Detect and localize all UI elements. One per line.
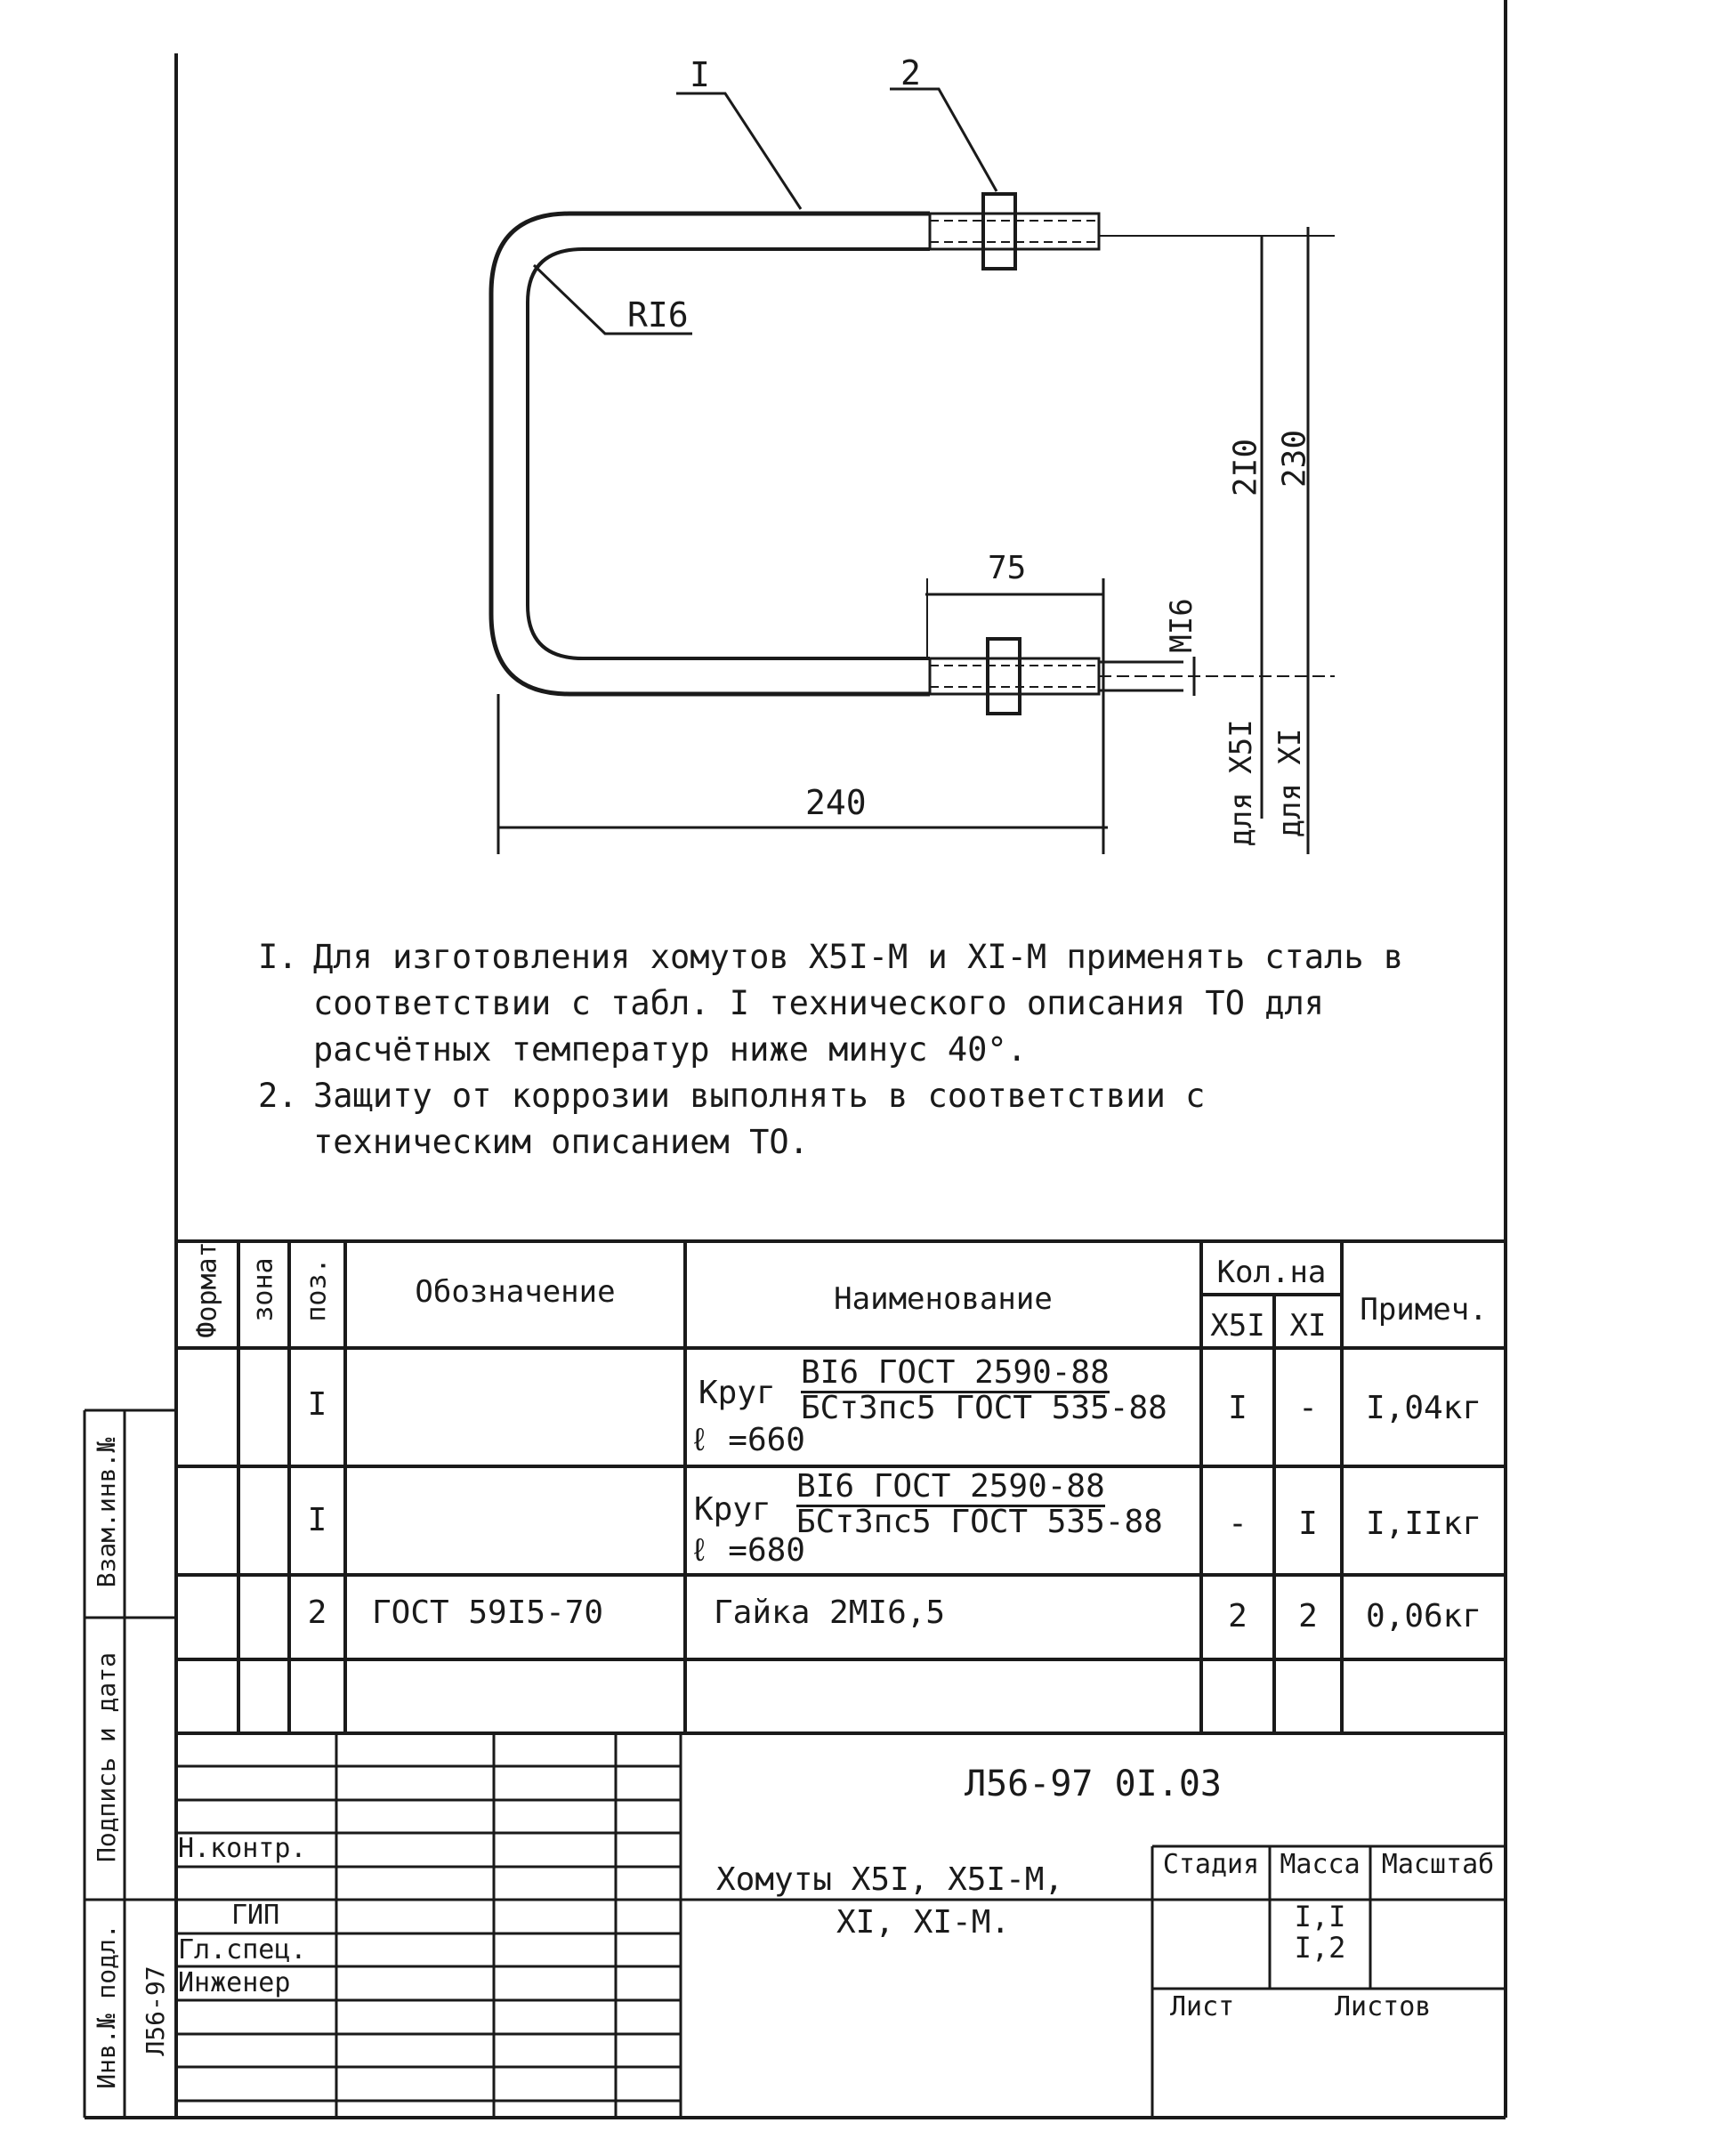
row2-note: I,IIкг	[1365, 1505, 1482, 1542]
mass-value-2: I,2	[1294, 1931, 1346, 1965]
label-for-x51: для X5I	[1223, 719, 1259, 847]
header-zone: зона	[247, 1257, 279, 1322]
header-qty-x1: XI	[1289, 1308, 1327, 1344]
header-pos: поз.	[301, 1257, 333, 1322]
row2-qty-x51: -	[1228, 1505, 1247, 1542]
row3-note: 0,06кг	[1365, 1598, 1482, 1635]
dim-label-240: 240	[805, 783, 867, 822]
u-bolt-inner	[528, 249, 930, 658]
header-qty: Кол.на	[1216, 1255, 1327, 1290]
note-number: 2.	[258, 1077, 298, 1115]
row3-name: Гайка 2MI6,5	[714, 1594, 946, 1631]
row2-name-bottom: БСт3пс5 ГОСТ 535-88	[796, 1504, 1163, 1540]
header-name: Наименование	[834, 1281, 1053, 1317]
margin-inv-orig: Инв.№ подл.	[92, 1924, 121, 2089]
note-text: Для изготовления хомутов X5I-M и XI-M применять сталь в соответствии с табл. I технического описания ТО для расчётных температур ниже минус 40°.	[313, 938, 1404, 1069]
role-engineer: Инженер	[178, 1967, 291, 1998]
callout-part-1: I	[690, 55, 710, 94]
dim-label-m16: MI6	[1164, 598, 1199, 653]
row2-length: ℓ =680	[690, 1532, 805, 1569]
role-gl-spec: Гл.спец.	[178, 1934, 307, 1966]
row1-name-top: BI6 ГОСТ 2590-88	[801, 1354, 1110, 1393]
header-note: Примеч.	[1360, 1292, 1488, 1328]
row2-qty-x1: I	[1298, 1505, 1318, 1542]
top-nut	[983, 194, 1015, 269]
row2-name-top: BI6 ГОСТ 2590-88	[796, 1468, 1105, 1507]
callout-part-2: 2	[900, 53, 921, 93]
margin-sign-date: Подпись и дата	[92, 1652, 121, 1863]
doc-code: Л56-97 0I.03	[965, 1764, 1222, 1804]
title-line-1: Хомуты X5I, X5I-M,	[716, 1861, 1064, 1898]
notes-block	[258, 934, 1415, 1166]
sheets-label: Листов	[1335, 1991, 1432, 2022]
bottom-nut	[988, 639, 1020, 714]
scale-label: Масштаб	[1381, 1849, 1495, 1880]
row1-pos: I	[307, 1386, 327, 1423]
mass-label: Масса	[1280, 1849, 1361, 1880]
dim-label-230: 230	[1276, 429, 1313, 488]
radius-label: RI6	[627, 295, 689, 335]
row1-name-bottom: БСт3пс5 ГОСТ 535-88	[801, 1390, 1167, 1426]
margin-replace-inv: Взам.инв.№	[92, 1437, 121, 1588]
leader-part-2	[890, 89, 997, 191]
row1-qty-x51: I	[1228, 1390, 1247, 1426]
row2-pos: I	[307, 1502, 327, 1538]
dim-label-75: 75	[988, 550, 1027, 586]
header-format: Формат	[191, 1241, 223, 1338]
header-designation: Обозначение	[415, 1274, 616, 1310]
row1-length: ℓ =660	[690, 1422, 805, 1458]
row1-qty-x1: -	[1298, 1390, 1318, 1426]
note-item	[258, 934, 1415, 1073]
bottom-thread	[930, 658, 1099, 694]
row3-pos: 2	[307, 1594, 327, 1631]
sheet-label: Лист	[1170, 1991, 1235, 2022]
row3-qty-x51: 2	[1228, 1598, 1247, 1635]
note-number: I.	[258, 938, 298, 976]
margin-inv-value: Л56-97	[141, 1966, 170, 2056]
mass-value-1: I,I	[1294, 1900, 1346, 1933]
dim-label-210: 2I0	[1227, 438, 1264, 497]
u-bolt-drawing	[491, 89, 1335, 854]
row3-designation: ГОСТ 59I5-70	[372, 1594, 604, 1631]
label-for-x1: для XI	[1272, 728, 1308, 838]
row3-qty-x1: 2	[1298, 1598, 1318, 1635]
header-qty-x51: X5I	[1210, 1308, 1265, 1344]
stage-label: Стадия	[1162, 1849, 1260, 1880]
role-n-kontr: Н.контр.	[178, 1833, 307, 1864]
note-item	[258, 1073, 1415, 1166]
note-text: Защиту от коррозии выполнять в соответствии с техническим описанием ТО.	[313, 1077, 1206, 1161]
role-gip: ГИП	[231, 1900, 280, 1931]
leader-part-1	[676, 93, 801, 209]
row1-note: I,04кг	[1365, 1390, 1482, 1426]
row1-name-prefix: Круг	[698, 1375, 776, 1411]
row2-name-prefix: Круг	[694, 1491, 771, 1528]
title-line-2: XI, XI-M.	[836, 1904, 1011, 1941]
